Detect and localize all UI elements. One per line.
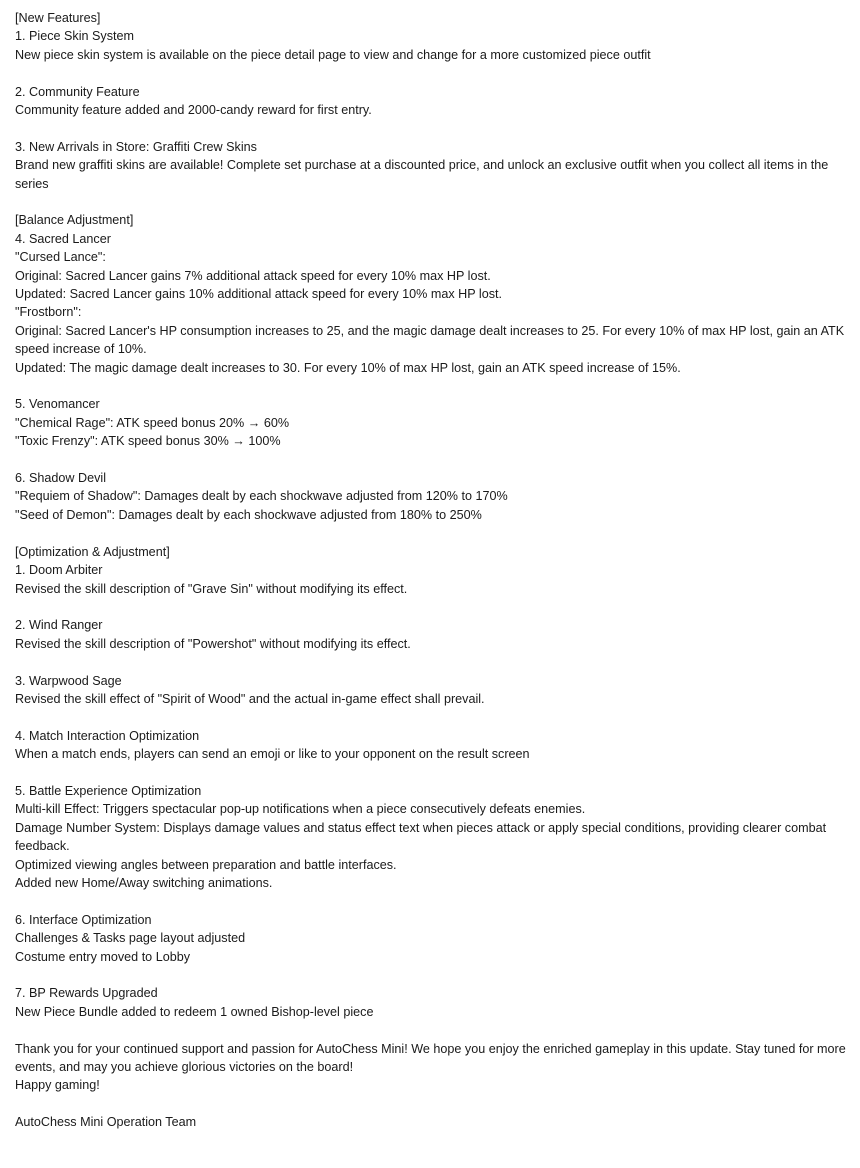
text-line: 4. Sacred Lancer [15,231,111,246]
blank-line [15,653,846,671]
blank-line [15,1095,846,1113]
text-line: AutoChess Mini Operation Team [15,1115,197,1130]
text-line: 1. Doom Arbiter [15,563,103,578]
text-line: 6. Shadow Devil [15,471,107,486]
text-line: 2. Community Feature [15,84,140,99]
text-line: "Toxic Frenzy": ATK speed bonus 30% → 100% [15,434,281,449]
text-line: 5. Venomancer [15,397,100,412]
text-line: When a match ends, players can send an emoji or like to your opponent on the result screen [15,747,530,762]
blank-line [15,966,846,984]
blank-line [15,708,846,726]
text-line: 6. Interface Optimization [15,912,152,927]
text-line: "Requiem of Shadow": Damages dealt by each shockwave adjusted from 120% to 170% [15,489,508,504]
blank-line [15,377,846,395]
text-line: [Balance Adjustment] [15,213,134,228]
blank-line [15,764,846,782]
text-line: Added new Home/Away switching animations. [15,875,273,890]
text-line: Thank you for your continued support and passion for AutoChess Mini! We hope you enjoy the enriched gameplay in this update. Stay tuned for more events, and may you achieve glorious victories on the board! [15,1041,850,1074]
text-line: Damage Number System: Displays damage values and status effect text when pieces attack or apply special conditions, providing clearer combat feedback. [15,820,830,854]
text-line: "Seed of Demon": Damages dealt by each shockwave adjusted from 180% to 250% [15,507,482,522]
text-line: "Cursed Lance": [15,250,106,265]
text-line: New piece skin system is available on the piece detail page to view and change for a more customized piece outfit [15,47,651,62]
blank-line [15,1021,846,1039]
text-line: 5. Battle Experience Optimization [15,783,202,798]
text-line: [Optimization & Adjustment] [15,544,170,559]
text-line: Updated: Sacred Lancer gains 10% additional attack speed for every 10% max HP lost. [15,287,503,302]
text-line: Revised the skill description of "Powershot" without modifying its effect. [15,636,411,651]
text-line: "Frostborn": [15,305,82,320]
text-line: Optimized viewing angles between preparation and battle interfaces. [15,857,397,872]
text-line: Original: Sacred Lancer's HP consumption increases to 25, and the magic damage dealt increases to 25. For every 10% of max HP lost, gain an ATK speed increase of 10%. [15,323,848,357]
text-line: Happy gaming! [15,1078,100,1093]
text-line: 4. Match Interaction Optimization [15,728,200,743]
text-line: 3. New Arrivals in Store: Graffiti Crew Skins [15,139,257,154]
text-line: 2. Wind Ranger [15,618,103,633]
blank-line [15,64,846,82]
text-line: 7. BP Rewards Upgraded [15,986,158,1001]
text-line: Original: Sacred Lancer gains 7% additional attack speed for every 10% max HP lost. [15,268,491,283]
blank-line [15,892,846,910]
text-line: "Chemical Rage": ATK speed bonus 20% → 60% [15,415,290,430]
text-line: New Piece Bundle added to redeem 1 owned Bishop-level piece [15,1004,374,1019]
text-line: Updated: The magic damage dealt increases to 30. For every 10% of max HP lost, gain an ATK speed increase of 15%. [15,360,681,375]
text-line: Revised the skill effect of "Spirit of Wood" and the actual in-game effect shall prevail. [15,691,485,706]
text-line: [New Features] [15,11,101,25]
text-line: Brand new graffiti skins are available! Complete set purchase at a discounted price, and unlock an exclusive outfit when you collect all items in the series [15,158,832,191]
text-line: Community feature added and 2000-candy reward for first entry. [15,103,372,118]
blank-line [15,193,846,211]
blank-line [15,451,846,469]
blank-line [15,119,846,137]
text-line: Revised the skill description of "Grave Sin" without modifying its effect. [15,581,408,596]
text-line: Challenges & Tasks page layout adjusted [15,931,246,946]
blank-line [15,598,846,616]
text-line: 3. Warpwood Sage [15,673,122,688]
blank-line [15,524,846,542]
text-line: Multi-kill Effect: Triggers spectacular pop-up notifications when a piece consecutively defeats enemies. [15,802,586,817]
text-line: Costume entry moved to Lobby [15,949,191,964]
text-line: 1. Piece Skin System [15,29,134,44]
